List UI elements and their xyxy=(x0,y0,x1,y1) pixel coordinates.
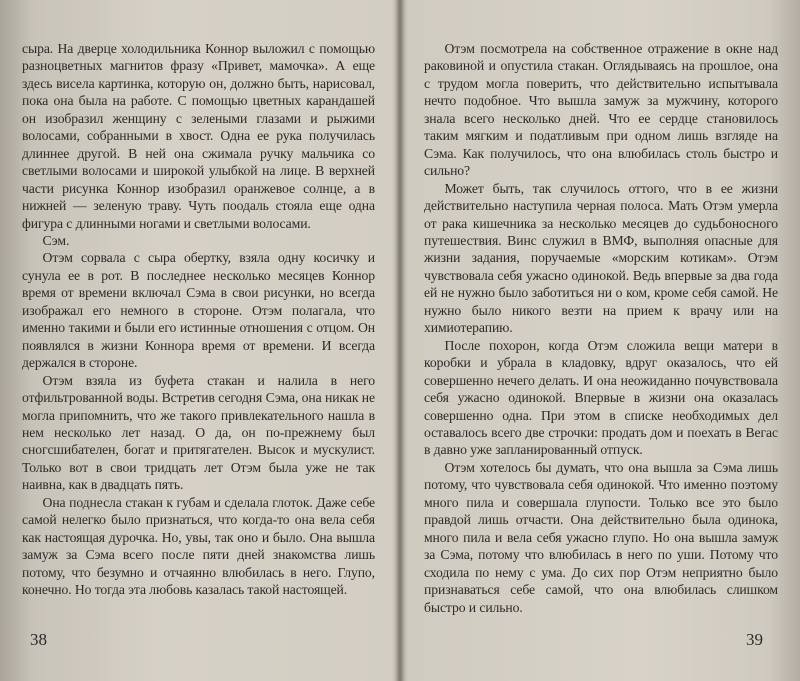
paragraph: Отэм сорвала с сыра обертку, взяла одну косичку и сунула ее в рот. В последнее несколько месяцев Коннор время от времени включал Сэма в свои рисунки, но всегда изображал его немного в стороне. Отэм полагала, что именно такими и были его истинные отношения с отцом. Он появлялся в жизни Коннора время от времени. И всегда держался в стороне. xyxy=(22,250,375,371)
paragraph: Отэм хотелось бы думать, что она вышла за Сэма лишь потому, что чувствовала себя одинокой. Что именно поэтому много пила и совершала глупости. Только все это было правдой лишь отчасти. Она действительно была одинока, много пила и вела себя ужасно глупо. Но она вышла замуж за Сэма, потому что влюбилась в него по уши. Потому что сходила по нему с ума. До сих пор Отэм неприятно было признаваться себе самой, что она влюбилась слишком быстро и сильно. xyxy=(424,459,778,615)
left-page-text xyxy=(22,40,375,599)
page-number: 39 xyxy=(746,630,763,649)
right-page-text xyxy=(424,40,778,616)
paragraph: После похорон, когда Отэм сложила вещи матери в коробки и убрала в кладовку, вдруг оказалось, что ей совершенно нечего делать. И она неожиданно почувствовала себя ужасно одинокой. Впервые в жизни она оказалась совершенно одна. При этом в списке необходимых дел оставалось всего две строчки: продать дом и поехать в Вегас в давно уже запланированный отпуск. xyxy=(424,337,778,458)
paragraph: Она поднесла стакан к губам и сделала глоток. Даже себе самой нелегко было признаться, что когда-то она вела себя как настоящая дурочка. Но, увы, так оно и было. Она вышла замуж за Сэма всего после пяти дней знакомства лишь потому, что безумно и отчаянно влюбилась в него. Глупо, конечно. Но тогда эта любовь казалась такой настоящей. xyxy=(22,494,375,598)
paragraph: Отэм взяла из буфета стакан и налила в него отфильтрованной воды. Встретив сегодня Сэма, она никак не могла припомнить, что же такого привлекательного нашла в нем несколько лет назад. О да, он по-прежнему был сногсшибателен, богат и притягателен. Высок и мускулист. Только вот в свои тридцать лет Отэм была уже не так наивна, как в двадцать пять. xyxy=(22,372,375,493)
left-page xyxy=(0,0,398,681)
paragraph: Может быть, так случилось оттого, что в ее жизни действительно наступила черная полоса. Мать Отэм умерла от рака кишечника за несколько месяцев до судьбоносного путешествия. Винс служил в ВМФ, выполняя опасные для жизни задания, поручаемые «морским котикам». Отэм чувствовала себя ужасно одинокой. Ведь впервые за два года ей не нужно было заботиться ни о ком, кроме себя самой. Не нужно было никого везти на прием к врачу или на химиотерапию. xyxy=(424,180,778,336)
right-page xyxy=(402,0,800,681)
paragraph: Сэм. xyxy=(42,232,70,248)
paragraph: сыра. На дверце холодильника Коннор выложил с помощью разноцветных магнитов фразу «Привет, мамочка». А еще здесь висела картинка, которую он, должно быть, нарисовал, пока она была на работе. С помощью цветных карандашей он изобразил женщину с зелеными глазами и рыжими волосами, собранными в хвост. Одна ее рука получилась длиннее другой. В ней она сжимала ручку мальчика со светлыми волосами и широкой улыбкой на лице. В верхней части рисунка Коннор изобразил оранжевое солнце, а в нижней — зеленую траву. Чуть поодаль стояла еще одна фигура с длинными ногами и светлыми волосами. xyxy=(22,41,375,231)
paragraph: Отэм посмотрела на собственное отражение в окне над раковиной и опустила стакан. Оглядываясь на прошлое, она с трудом могла поверить, что действительно испытывала нечто подобное. Что вышла замуж за мужчину, которого знала всего несколько дней. Что ее сердце становилось таким мягким и податливым при одном лишь взгляде на Сэма. Как получилось, что она влюбилась столь быстро и сильно? xyxy=(424,41,778,179)
page-number: 38 xyxy=(30,630,47,649)
